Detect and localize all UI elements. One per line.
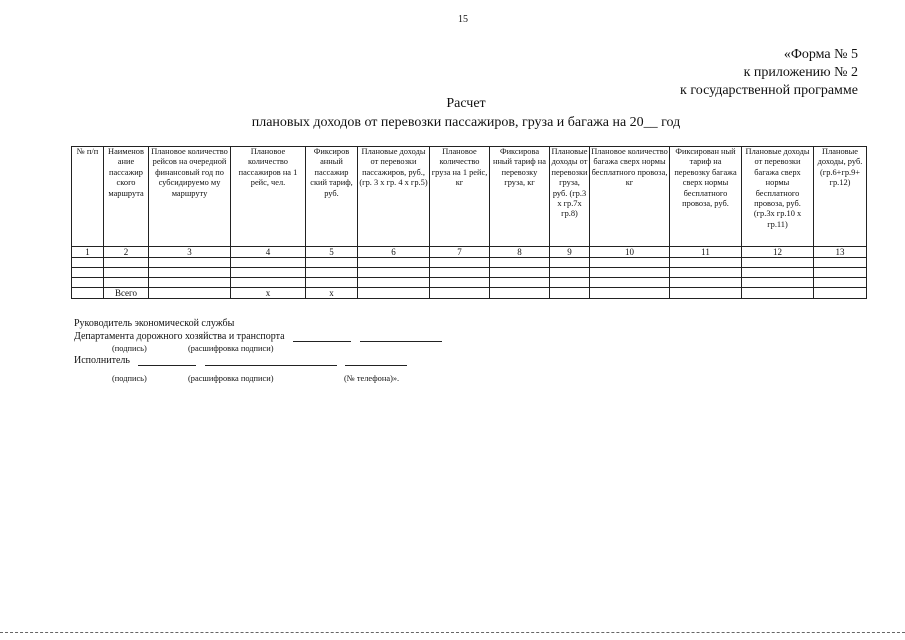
- head-title-line2: [74, 331, 442, 342]
- executor-line: [74, 355, 407, 366]
- total-cell: [149, 288, 231, 299]
- telefon-label: (№ телефона)».: [344, 374, 400, 383]
- executor-decode-blank: [205, 356, 337, 366]
- total-cell: [814, 288, 867, 299]
- col-number: 4: [231, 247, 306, 258]
- col-header: Фиксирова нный тариф на перевозку груза, кг: [490, 147, 550, 247]
- table-header-row: [72, 147, 867, 247]
- page-number: 15: [458, 14, 468, 25]
- col-header: Плановые доходы от перевозки груза, руб. (гр.3 х гр.7х гр.8): [550, 147, 590, 247]
- col-number: 2: [104, 247, 149, 258]
- podpis2-label: (подпись): [112, 374, 147, 383]
- total-label: Всего: [104, 288, 149, 299]
- signature-blank: [293, 332, 351, 342]
- col-number: 1: [72, 247, 104, 258]
- col-header: Плановые доходы, руб. (гр.6+гр.9+ гр.12): [814, 147, 867, 247]
- col-number: 13: [814, 247, 867, 258]
- col-number: 7: [430, 247, 490, 258]
- col-header: Плановые доходы от перевозки пассажиров, руб., (гр. 3 х гр. 4 х гр.5): [358, 147, 430, 247]
- col-header: Плановое количество рейсов на очередной финансовый год по субсидируемо му маршруту: [149, 147, 231, 247]
- head-title-line1: Руководитель экономической службы: [74, 318, 235, 329]
- col-header: Фиксиров анный пассажир ский тариф, руб.: [306, 147, 358, 247]
- total-cell: [358, 288, 430, 299]
- rasshifrovka2-label: (расшифровка подписи): [188, 374, 274, 383]
- total-cell: [550, 288, 590, 299]
- head-title-line2-text: Департамента дорожного хозяйства и транспорта: [74, 331, 285, 342]
- revenue-table: [71, 146, 867, 299]
- col-number: 11: [670, 247, 742, 258]
- col-header: Фиксирован ный тариф на перевозку багажа сверх нормы бесплатного провоза, руб.: [670, 147, 742, 247]
- column-number-row: [72, 247, 867, 258]
- col-number: 10: [590, 247, 670, 258]
- col-number: 12: [742, 247, 814, 258]
- total-cell: х: [231, 288, 306, 299]
- col-number: 8: [490, 247, 550, 258]
- col-header: Плановые доходы от перевозки багажа сверх нормы бесплатного провоза, руб. (гр.3х гр.10 х гр.11): [742, 147, 814, 247]
- form-line-1: «Форма № 5: [783, 47, 858, 62]
- total-cell: [490, 288, 550, 299]
- signature-decode-blank: [360, 332, 442, 342]
- form-line-2: к приложению № 2: [743, 65, 858, 80]
- total-cell: [670, 288, 742, 299]
- total-cell: [590, 288, 670, 299]
- table-row: [72, 268, 867, 278]
- rasshifrovka-label: (расшифровка подписи): [188, 344, 274, 353]
- col-header: Плановое количество груза на 1 рейс, кг: [430, 147, 490, 247]
- total-row: [72, 288, 867, 299]
- table-row: [72, 278, 867, 288]
- col-header: № п/п: [72, 147, 104, 247]
- executor-phone-blank: [345, 356, 407, 366]
- document-subtitle: плановых доходов от перевозки пассажиров, груза и багажа на 20__ год: [251, 115, 681, 130]
- col-header: Наименов ание пассажир ского маршрута: [104, 147, 149, 247]
- document-title: Расчет: [446, 96, 486, 111]
- page-bottom-edge: [0, 632, 905, 633]
- table-row: [72, 258, 867, 268]
- total-cell: [430, 288, 490, 299]
- total-cell: [72, 288, 104, 299]
- form-reference: [680, 46, 858, 100]
- col-number: 9: [550, 247, 590, 258]
- total-cell: х: [306, 288, 358, 299]
- executor-label: Исполнитель: [74, 355, 130, 366]
- podpis-label: (подпись): [112, 344, 147, 353]
- col-header: Плановое количество пассажиров на 1 рейс, чел.: [231, 147, 306, 247]
- executor-signature-blank: [138, 356, 196, 366]
- col-number: 3: [149, 247, 231, 258]
- col-header: Плановое количество багажа сверх нормы бесплатного провоза, кг: [590, 147, 670, 247]
- form-line-3: к государственной программе: [680, 83, 858, 98]
- col-number: 6: [358, 247, 430, 258]
- total-cell: [742, 288, 814, 299]
- col-number: 5: [306, 247, 358, 258]
